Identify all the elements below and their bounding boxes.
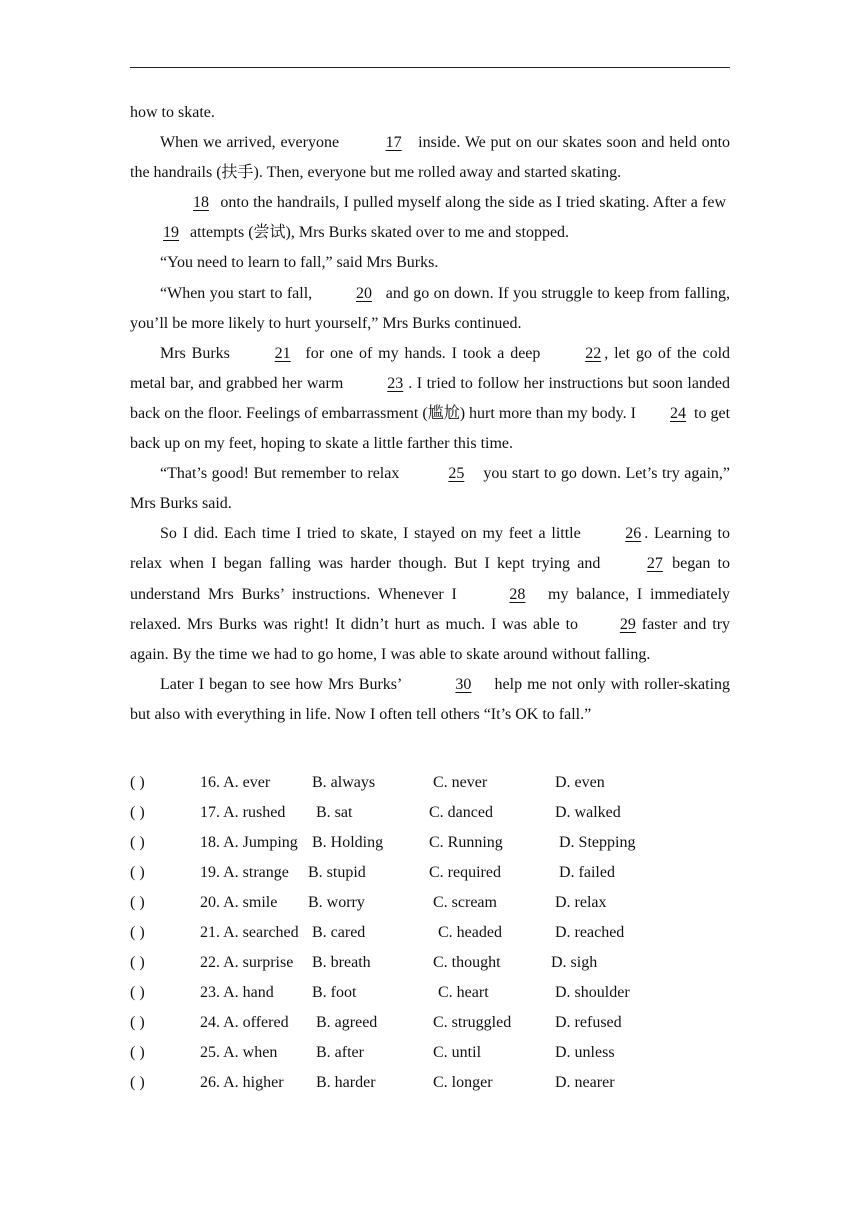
blank-25: 25: [448, 465, 465, 483]
option-d: D. relax: [555, 894, 607, 911]
paragraph-0: [130, 98, 730, 128]
text: , let go of the cold metal bar, and grabbed her warm: [130, 344, 731, 392]
question-row: [130, 888, 730, 918]
text: onto the handrails, I pulled myself along the side as I tried skating. After a few: [220, 194, 727, 212]
option-a: 22. A. surprise: [200, 954, 294, 971]
option-a: 19. A. strange: [200, 864, 289, 881]
option-b: B. Holding: [312, 834, 384, 851]
option-d: D. shoulder: [555, 984, 630, 1001]
text: Mrs Burks: [160, 344, 230, 362]
answer-bracket[interactable]: ( ): [130, 834, 145, 851]
paragraph-3: [130, 248, 730, 278]
question-row: [130, 858, 730, 888]
text: you start to go down. Let’s try again,” Mrs Burks said.: [130, 465, 731, 513]
blank-26: 26: [625, 525, 642, 543]
blank-18: 18: [193, 194, 209, 212]
answer-bracket[interactable]: ( ): [130, 894, 145, 911]
text: When we arrived, everyone: [160, 134, 340, 152]
question-row: [130, 948, 730, 978]
option-c: C. danced: [429, 804, 493, 821]
answer-bracket[interactable]: ( ): [130, 1074, 145, 1091]
option-a: 18. A. Jumping: [200, 834, 298, 851]
text: my balance, I immediately relaxed. Mrs Burks was right! It didn’t hurt as much. I was able to: [130, 585, 731, 633]
blank-23: 23: [387, 374, 404, 392]
option-b: B. agreed: [316, 1014, 378, 1031]
text: “You need to learn to fall,” said Mrs Burks.: [160, 254, 439, 272]
text: help me not only with roller-skating but also with everything in life. Now I often tell others “It’s OK to fall.”: [130, 675, 731, 723]
question-row: [130, 1008, 730, 1038]
paragraph-4: [130, 279, 730, 339]
option-c: C. headed: [438, 924, 502, 941]
text: . I tried to follow her instructions but soon landed back on the floor. Feelings of embarrassment (尴尬) hurt more than my body. I: [130, 374, 731, 422]
option-c: C. thought: [433, 954, 501, 971]
paragraph-5: [130, 339, 730, 459]
option-d: D. unless: [555, 1044, 615, 1061]
blank-27: 27: [646, 555, 663, 573]
text: for one of my hands. I took a deep: [305, 344, 541, 362]
option-b: B. always: [312, 774, 376, 791]
answer-bracket[interactable]: ( ): [130, 924, 145, 941]
answer-bracket[interactable]: ( ): [130, 864, 145, 881]
blank-29: 29: [619, 615, 636, 633]
option-c: C. until: [433, 1044, 482, 1061]
text: attempts (尝试), Mrs Burks skated over to me and stopped.: [190, 224, 570, 242]
answer-bracket[interactable]: ( ): [130, 774, 145, 791]
option-d: D. Stepping: [559, 834, 636, 851]
text: began to understand Mrs Burks’ instructions. Whenever I: [130, 555, 731, 603]
option-d: D. refused: [555, 1014, 622, 1031]
option-a: 21. A. searched: [200, 924, 299, 941]
option-d: D. even: [555, 774, 605, 791]
question-row: [130, 798, 730, 828]
option-b: B. cared: [312, 924, 366, 941]
option-c: C. Running: [429, 834, 503, 851]
option-c: C. struggled: [433, 1014, 512, 1031]
blank-21: 21: [274, 344, 291, 362]
blank-30: 30: [455, 675, 472, 693]
option-a: 16. A. ever: [200, 774, 271, 791]
text: to get back up on my feet, hoping to skate a little farther this time.: [130, 404, 731, 453]
passage: [130, 98, 730, 730]
blank-20: 20: [355, 284, 372, 302]
option-d: D. walked: [555, 804, 621, 821]
option-a: 24. A. offered: [200, 1014, 289, 1031]
option-c: C. never: [433, 774, 488, 791]
question-row: [130, 918, 730, 948]
option-b: B. harder: [316, 1074, 376, 1091]
text: So I did. Each time I tried to skate, I stayed on my feet a little: [160, 525, 581, 543]
option-c: C. scream: [433, 894, 497, 911]
option-b: B. stupid: [308, 864, 366, 881]
text: “That’s good! But remember to relax: [160, 465, 400, 483]
answer-bracket[interactable]: ( ): [130, 984, 145, 1001]
option-a: 26. A. higher: [200, 1074, 284, 1091]
paragraph-8: [130, 670, 730, 730]
option-a: 23. A. hand: [200, 984, 274, 1001]
question-row: [130, 1038, 730, 1068]
option-d: D. failed: [559, 864, 615, 881]
answer-bracket[interactable]: ( ): [130, 1014, 145, 1031]
question-list: [130, 768, 730, 1098]
paragraph-1: [130, 128, 730, 188]
option-d: D. nearer: [555, 1074, 615, 1091]
option-c: C. longer: [433, 1074, 493, 1091]
option-c: C. required: [429, 864, 501, 881]
text: how to skate.: [130, 104, 215, 121]
question-row: [130, 978, 730, 1008]
header-rule: [130, 67, 730, 68]
option-a: 20. A. smile: [200, 894, 278, 911]
option-a: 25. A. when: [200, 1044, 278, 1061]
answer-bracket[interactable]: ( ): [130, 804, 145, 821]
text: and go on down. If you struggle to keep from falling, you’ll be more likely to hurt yourself,” Mrs Burks continued.: [130, 284, 731, 332]
option-b: B. sat: [316, 804, 353, 821]
text: inside. We put on our skates soon and held onto the handrails (扶手). Then, everyone but me rolled away and started skating.: [130, 134, 731, 182]
option-b: B. foot: [312, 984, 357, 1001]
question-row: [130, 768, 730, 798]
paragraph-7: [130, 519, 730, 669]
option-b: B. breath: [312, 954, 371, 971]
option-d: D. reached: [555, 924, 625, 941]
paragraph-6: [130, 459, 730, 519]
text: . Learning to relax when I began falling was harder though. But I kept trying and: [130, 525, 731, 573]
blank-22: 22: [585, 344, 602, 362]
text: faster and try again. By the time we had to go home, I was able to skate around without falling.: [130, 615, 731, 663]
option-b: B. worry: [308, 894, 365, 911]
blank-19: 19: [163, 224, 179, 242]
question-row: [130, 1068, 730, 1098]
text: Later I began to see how Mrs Burks’: [160, 675, 403, 693]
text: “When you start to fall,: [160, 284, 313, 302]
answer-bracket[interactable]: ( ): [130, 1044, 145, 1061]
option-d: D. sigh: [551, 954, 598, 971]
blank-28: 28: [509, 585, 526, 603]
option-b: B. after: [316, 1044, 364, 1061]
answer-bracket[interactable]: ( ): [130, 954, 145, 971]
paragraph-2: [130, 188, 730, 248]
blank-17: 17: [385, 134, 402, 152]
option-c: C. heart: [438, 984, 489, 1001]
blank-24: 24: [670, 404, 686, 422]
question-row: [130, 828, 730, 858]
option-a: 17. A. rushed: [200, 804, 286, 821]
